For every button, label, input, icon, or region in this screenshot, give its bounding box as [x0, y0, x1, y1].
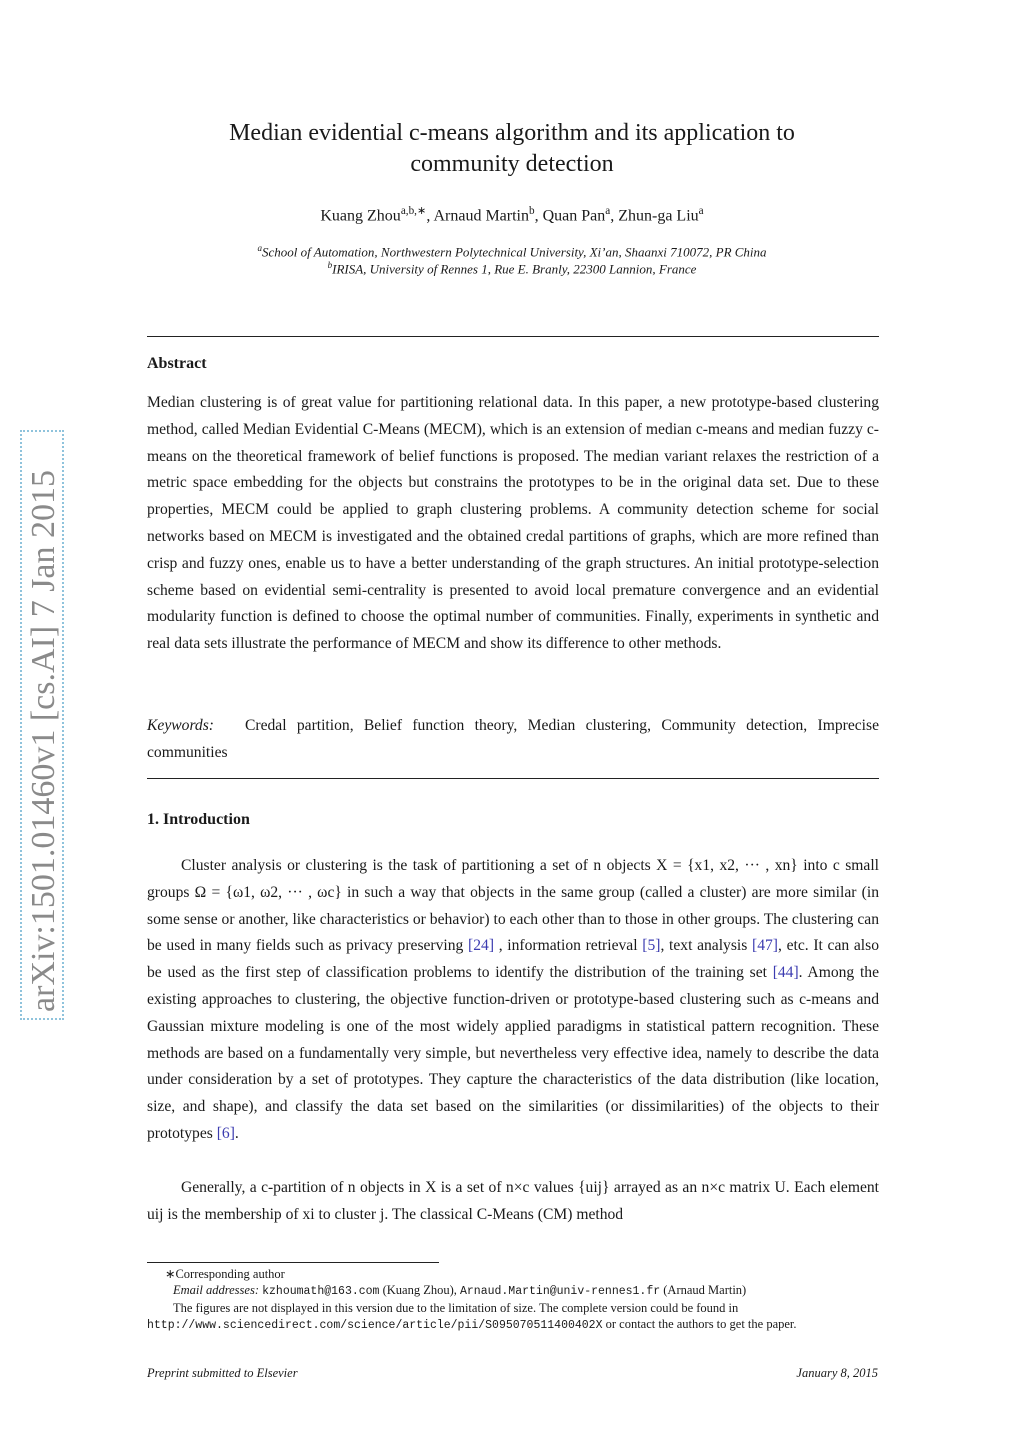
email-label: Email addresses:	[173, 1283, 259, 1297]
affiliation-mark: a	[257, 243, 262, 253]
footnote-note: The figures are not displayed in this version due to the limitation of size. The complete version could be found in	[173, 1301, 739, 1315]
intro-paragraph-1	[147, 853, 879, 1148]
abstract-top-rule	[147, 336, 879, 337]
preprint-note: Preprint submitted to Elsevier	[147, 1366, 298, 1380]
citation-link[interactable]: [44]	[772, 964, 799, 982]
article-url-link[interactable]: http://www.sciencedirect.com/science/article/pii/S095070511400402X	[147, 1319, 603, 1332]
affiliation-text: School of Automation, Northwestern Polytechnical University, Xi’an, Shaanxi 710072, PR China	[262, 244, 767, 260]
email-link-1[interactable]: kzhoumath@163.com	[262, 1285, 380, 1298]
affiliation-b	[140, 260, 884, 277]
footnote-link-line	[147, 1316, 879, 1334]
intro-text: . Among the existing approaches to clustering, the objective function-driven or prototype-based clustering such as c-means and Gaussian mixture modeling is one of the most widely applied paradigms in statistical pattern recognition. These methods are based on a fundamentally very simple, but nevertheless very effective idea, namely to describe the data under consideration by a set of prototypes. They capture the characteristics of the data distribution (like location, size, and shape), and classify the data set based on the similarities (or dissimilarities) of the objects to their prototypes	[147, 964, 879, 1142]
abstract-text: Median clustering is of great value for partitioning relational data. In this paper, a new prototype-based clustering method, called Median Evidential C-Means (MECM), which is an extension of median c-means and median fuzzy c-means on the theoretical framework of belief functions is proposed. The median variant relaxes the restriction of a metric space embedding for the objects but constrains the prototypes to be in the original data set. Due to these properties, MECM could be applied to graph clustering problems. A community detection scheme for social networks based on MECM is investigated and the obtained credal partitions of graphs, which are more refined than crisp and fuzzy ones, enable us to have a better understanding of the graph structures. An initial prototype-selection scheme based on evidential semi-centrality is presented to avoid local premature convergence and an evidential modularity function is defined to choose the optimal number of communities. Finally, experiments in synthetic and real data sets illustrate the performance of MECM and show its difference to other methods.	[147, 394, 879, 653]
email-link-2[interactable]: Arnaud.Martin@univ-rennes1.fr	[460, 1285, 661, 1298]
title-line-2: community detection	[410, 151, 614, 177]
citation-link[interactable]: [47]	[752, 937, 778, 955]
footnote-emails	[147, 1282, 879, 1300]
author-affil-mark: b	[529, 205, 535, 217]
author-name: Kuang Zhou	[320, 207, 401, 225]
abstract-heading: Abstract	[147, 355, 207, 372]
citation-link[interactable]: [6]	[216, 1124, 235, 1142]
title-line-1: Median evidential c-means algorithm and its application to	[229, 120, 795, 146]
keywords-label: Keywords:	[147, 717, 214, 734]
footnote-rule	[147, 1262, 439, 1263]
email-owner-1: (Kuang Zhou),	[382, 1283, 457, 1297]
author-list: Kuang Zhou$^{a,b,∗}$, Arnaud Martin$^b$, Quan Pan$^a$, Zhun-ga Liu$^a$	[320, 205, 704, 225]
affiliation-mark: b	[327, 260, 333, 270]
affiliation-a	[140, 243, 884, 260]
author-name: Arnaud Martin	[433, 207, 529, 225]
keywords	[147, 713, 879, 767]
intro-text: , text analysis	[660, 937, 753, 955]
intro-text: Cluster analysis or clustering is the task of partitioning a set of n objects X = {x1, x2, ··· , xn} into c small groups Ω = {ω1, ω2, ··· , ωc} in such a way that objects in the same group (called a cluster) are more similar (in some sense or another, like characteristics or behavior) to each other than to those in other groups. The clustering can be used in many fields such as privacy preserving	[147, 857, 879, 955]
author-affil-mark: a	[698, 205, 704, 217]
intro-text: , etc. It can also be used as the first step of classification problems to identify the distribution of the training set	[147, 937, 879, 982]
citation-link[interactable]: [24]	[468, 937, 495, 955]
keywords-list: Credal partition, Belief function theory, Median clustering, Community detection, Imprecise communities	[147, 717, 879, 761]
author-affil-mark: a	[605, 205, 611, 217]
email-owner-2: (Arnaud Martin)	[663, 1283, 747, 1297]
section-heading-introduction: 1. Introduction	[147, 811, 250, 828]
footnote-corresponding: ∗Corresponding author	[165, 1267, 285, 1281]
author-affil-mark: a,b,∗	[400, 205, 427, 217]
intro-paragraph-2: Generally, a c-partition of n objects in X is a set of n×c values {uij} arrayed as an n×c matrix U. Each element uij is the membership of xi to cluster j. The classical C-Means (CM) method	[147, 1179, 879, 1223]
abstract-bottom-rule	[147, 778, 879, 779]
intro-text: .	[234, 1124, 239, 1142]
affiliation-text: IRISA, University of Rennes 1, Rue E. Branly, 22300 Lannion, France	[332, 261, 697, 277]
author-name: Zhun-ga Liu	[618, 207, 699, 225]
footnotes	[147, 1266, 879, 1334]
preprint-date: January 8, 2015	[796, 1366, 878, 1380]
footnote-note-end: or contact the authors to get the paper.	[605, 1317, 797, 1331]
intro-text: , information retrieval	[494, 937, 643, 955]
paper-title	[140, 118, 884, 180]
arxiv-identifier-stamp[interactable]: arXiv:1501.01460v1 [cs.AI] 7 Jan 2015	[20, 430, 64, 1020]
citation-link[interactable]: [5]	[642, 937, 661, 955]
author-name: Quan Pan	[542, 207, 606, 225]
